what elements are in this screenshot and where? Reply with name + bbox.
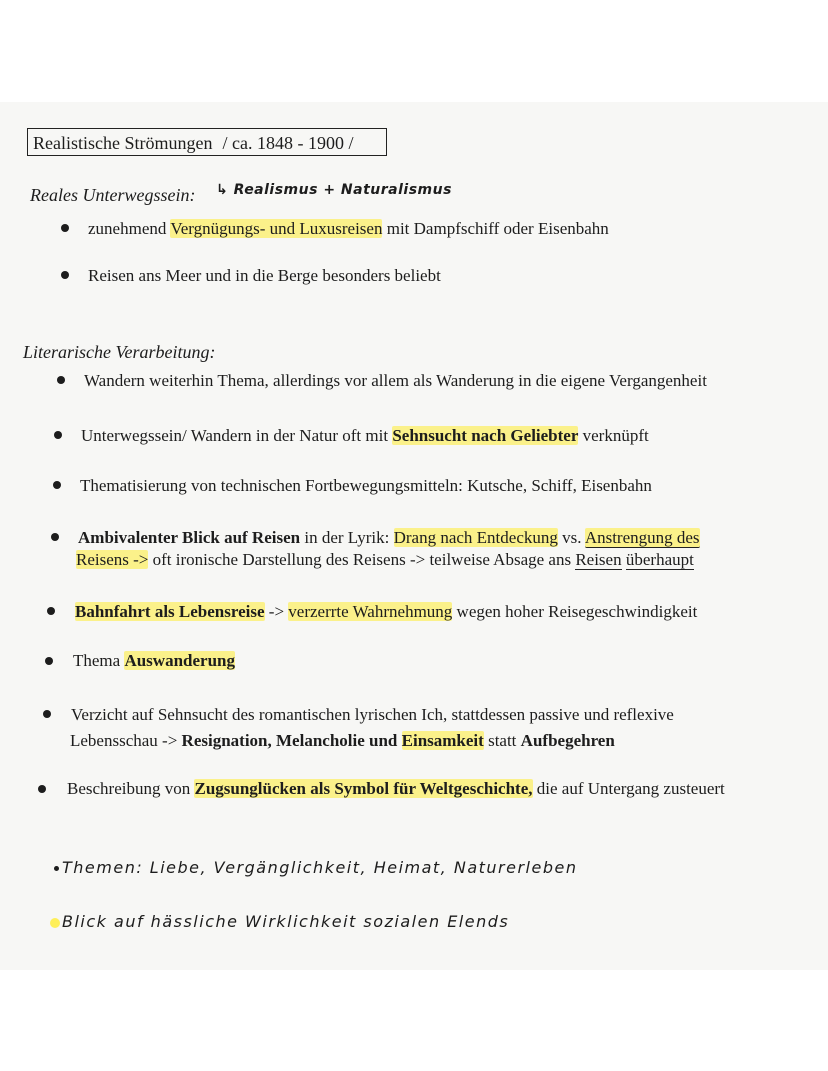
- bullet-icon: [57, 376, 65, 384]
- bullet-icon: [61, 271, 69, 279]
- title-label: Realistische Strömungen: [33, 133, 213, 153]
- handwritten-bullet-icon: [50, 918, 60, 928]
- list-item: Verzicht auf Sehnsucht des romantischen lyrischen Ich, stattdessen passive und reflexive: [71, 705, 674, 724]
- list-item: Bahnfahrt als Lebensreise -> verzerrte Wahrnehmung wegen hoher Reisegeschwindigkeit: [75, 602, 698, 621]
- list-item: Unterwegssein/ Wandern in der Natur oft mit Sehnsucht nach Geliebter verknüpft: [81, 426, 649, 445]
- handwritten-bullet-icon: [54, 866, 59, 871]
- document-title: [27, 128, 387, 156]
- bullet-icon: [38, 785, 46, 793]
- bullet-icon: [51, 533, 59, 541]
- list-item: Thematisierung von technischen Fortbewegungsmitteln: Kutsche, Schiff, Eisenbahn: [80, 476, 652, 495]
- list-item: Beschreibung von Zugsunglücken als Symbol für Weltgeschichte, die auf Untergang zusteuert: [67, 779, 725, 798]
- list-item: zunehmend Vergnügungs- und Luxusreisen mit Dampfschiff oder Eisenbahn: [88, 219, 609, 238]
- list-item: Reisen ans Meer und in die Berge besonders beliebt: [88, 266, 441, 285]
- section-heading-reales: Reales Unterwegssein:: [30, 185, 196, 205]
- list-item: Ambivalenter Blick auf Reisen in der Lyrik: Drang nach Entdeckung vs. Anstrengung des: [78, 528, 700, 547]
- handwritten-themes: Themen: Liebe, Vergänglichkeit, Heimat, Naturerleben: [62, 858, 578, 877]
- bullet-icon: [47, 607, 55, 615]
- handwritten-note-realismus: ↳ Realismus + Naturalismus: [216, 182, 452, 198]
- list-item-continuation: Lebensschau -> Resignation, Melancholie und Einsamkeit statt Aufbegehren: [70, 731, 615, 750]
- list-item: Wandern weiterhin Thema, allerdings vor allem als Wanderung in die eigene Vergangenheit: [84, 371, 707, 390]
- bullet-icon: [45, 657, 53, 665]
- bullet-icon: [61, 224, 69, 232]
- title-range: / ca. 1848 - 1900 /: [222, 133, 354, 153]
- bullet-icon: [43, 710, 51, 718]
- section-heading-literarische: Literarische Verarbeitung:: [23, 342, 216, 362]
- handwritten-blick: Blick auf hässliche Wirklichkeit sozialen Elends: [62, 912, 510, 931]
- bullet-icon: [53, 481, 61, 489]
- list-item: Thema Auswanderung: [73, 651, 235, 670]
- list-item-continuation: Reisens -> oft ironische Darstellung des Reisens -> teilweise Absage ans Reisen überhaupt: [76, 550, 694, 569]
- bullet-icon: [54, 431, 62, 439]
